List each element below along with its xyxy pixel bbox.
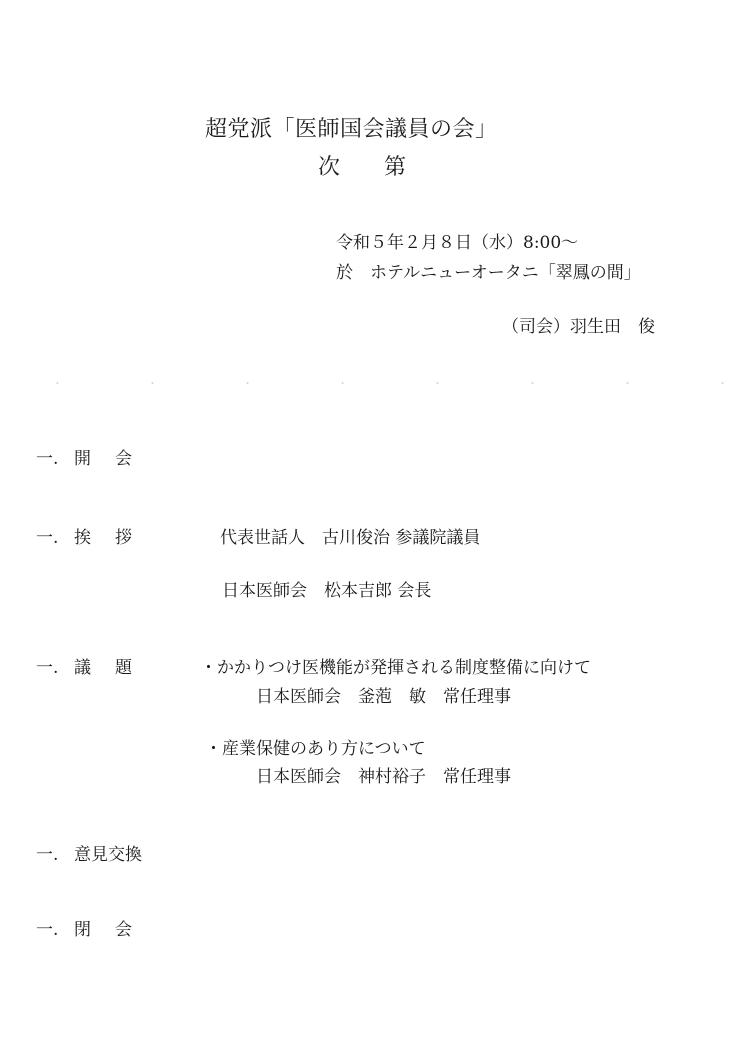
item-label: 挨拶	[74, 528, 156, 548]
item-label: 意見交換	[74, 845, 142, 865]
item-bullet: 一.	[36, 845, 59, 865]
item-bullet: 一.	[36, 658, 59, 678]
item-bullet: 一.	[36, 449, 59, 469]
meeting-venue: 於 ホテルニューオータニ「翠鳳の間」	[336, 263, 641, 283]
document-subtitle: 次第	[318, 155, 451, 180]
agenda-item-closing	[36, 915, 156, 940]
greeting-speaker-1: 代表世話人 古川俊治 参議院議員	[220, 528, 481, 548]
topic-1-title: ・かかりつけ医機能が発揮される制度整備に向けて	[200, 658, 591, 678]
topic-2-title: ・産業保健のあり方について	[205, 739, 426, 759]
item-bullet: 一.	[36, 920, 59, 940]
agenda-item-discussion	[36, 840, 142, 865]
agenda-item-opening	[36, 444, 156, 469]
item-label: 議題	[74, 658, 156, 678]
meeting-date: 令和５年２月８日（水）8:00～	[336, 233, 579, 253]
item-label: 閉会	[74, 920, 156, 940]
topic-2-speaker: 日本医師会 神村裕子 常任理事	[256, 767, 511, 787]
master-of-ceremonies: （司会）羽生田 俊	[502, 317, 655, 337]
topic-1-speaker: 日本医師会 釜萢 敏 常任理事	[256, 687, 511, 707]
divider-dots	[10, 382, 741, 384]
document-title: 超党派「医師国会議員の会」	[205, 117, 498, 142]
agenda-item-topics	[36, 653, 156, 678]
item-label: 開会	[74, 449, 156, 469]
greeting-speaker-2: 日本医師会 松本吉郎 会長	[222, 581, 432, 601]
agenda-item-greeting	[36, 523, 156, 548]
item-bullet: 一.	[36, 528, 59, 548]
